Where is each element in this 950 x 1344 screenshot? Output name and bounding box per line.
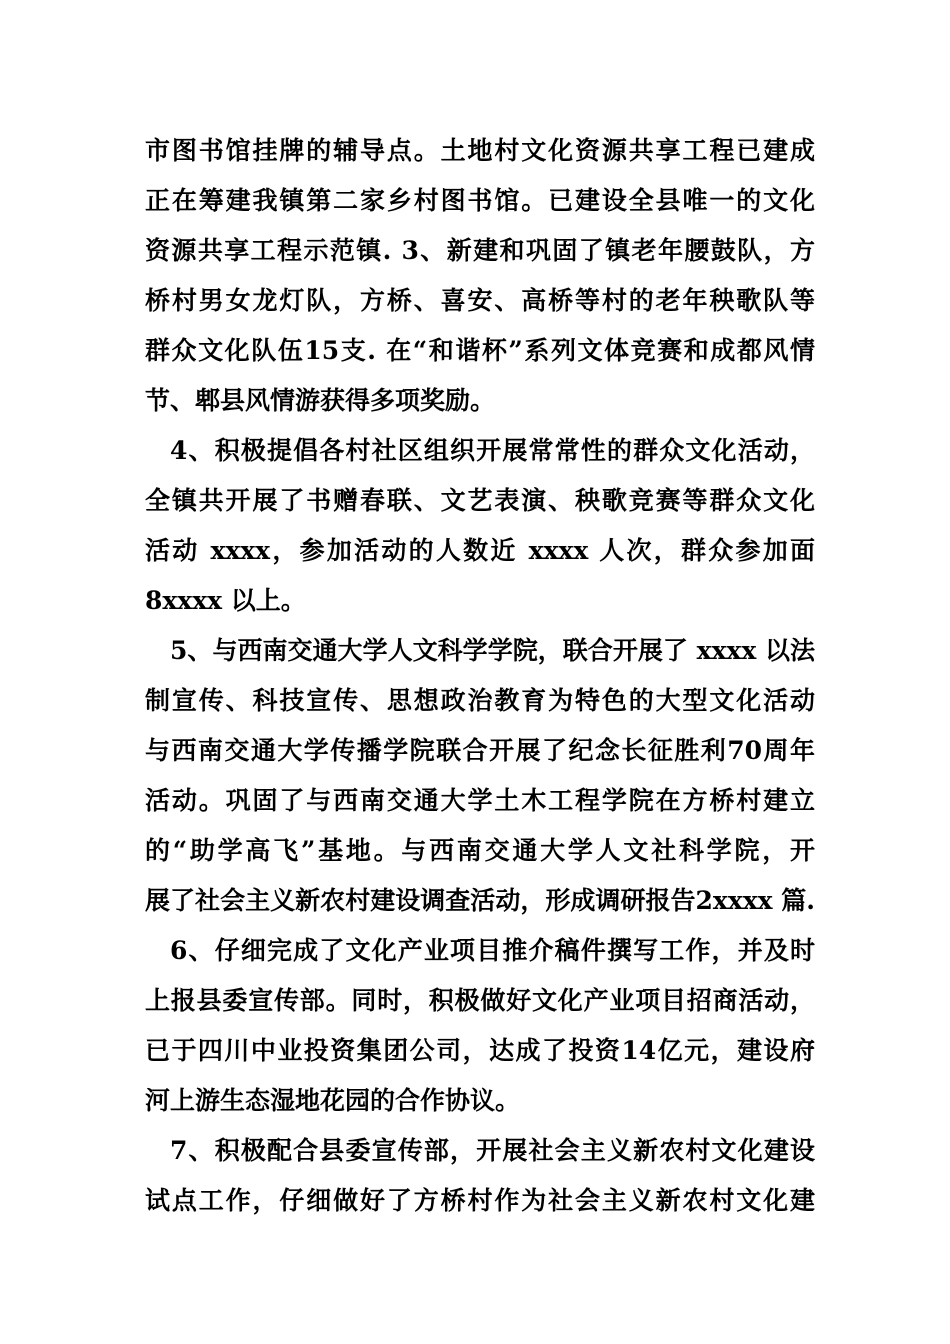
paragraph-6-line-4: 河上游生态湿地花园的合作协议。 (145, 1086, 521, 1115)
paragraph-5-line-3: 与西南交通大学传播学院联合开展了纪念长征胜利70周年 (145, 736, 815, 765)
paragraph-6-line-1: 6、仔细完成了文化产业项目推介稿件撰写工作，并及时 (170, 936, 815, 965)
paragraph-7-line-2: 试点工作，仔细做好了方桥村作为社会主义新农村文化建 (145, 1186, 815, 1215)
text-line-2: 正在筹建我镇第二家乡村图书馆。已建设全县唯一的文化 (145, 186, 815, 215)
text-line-3: 资源共享工程示范镇. 3、新建和巩固了镇老年腰鼓队，方 (145, 236, 815, 265)
paragraph-4-line-2: 全镇共开展了书赠春联、文艺表演、秧歌竞赛等群众文化 (145, 486, 815, 515)
paragraph-4-line-1: 4、积极提倡各村社区组织开展常常性的群众文化活动， (170, 436, 815, 465)
paragraph-5-line-5: 的“助学高飞”基地。与西南交通大学人文社科学院，开 (145, 836, 815, 865)
paragraph-6-line-3: 已于四川中业投资集团公司，达成了投资14亿元，建设府 (145, 1036, 815, 1065)
paragraph-5-line-6: 展了社会主义新农村建设调查活动，形成调研报告2xxxx 篇. (145, 886, 815, 915)
paragraph-4-line-4: 8xxxx 以上。 (145, 586, 306, 615)
paragraph-6-line-2: 上报县委宣传部。同时，积极做好文化产业项目招商活动， (145, 986, 815, 1015)
text-line-5: 群众文化队伍15支. 在“和谐杯”系列文体竞赛和成都风情 (145, 336, 815, 365)
text-line-6: 节、郫县风情游获得多项奖励。 (145, 386, 496, 415)
paragraph-5-line-4: 活动。巩固了与西南交通大学土木工程学院在方桥村建立 (145, 786, 815, 815)
paragraph-4-line-3: 活动 xxxx，参加活动的人数近 xxxx 人次，群众参加面 (145, 536, 815, 565)
text-line-1: 市图书馆挂牌的辅导点。土地村文化资源共享工程已建成 (145, 136, 815, 165)
text-line-4: 桥村男女龙灯队，方桥、喜安、高桥等村的老年秧歌队等 (145, 286, 815, 315)
paragraph-5-line-1: 5、与西南交通大学人文科学学院，联合开展了 xxxx 以法 (170, 636, 815, 665)
paragraph-7-line-1: 7、积极配合县委宣传部，开展社会主义新农村文化建设 (170, 1136, 815, 1165)
paragraph-5-line-2: 制宣传、科技宣传、思想政治教育为特色的大型文化活动 (145, 686, 815, 715)
